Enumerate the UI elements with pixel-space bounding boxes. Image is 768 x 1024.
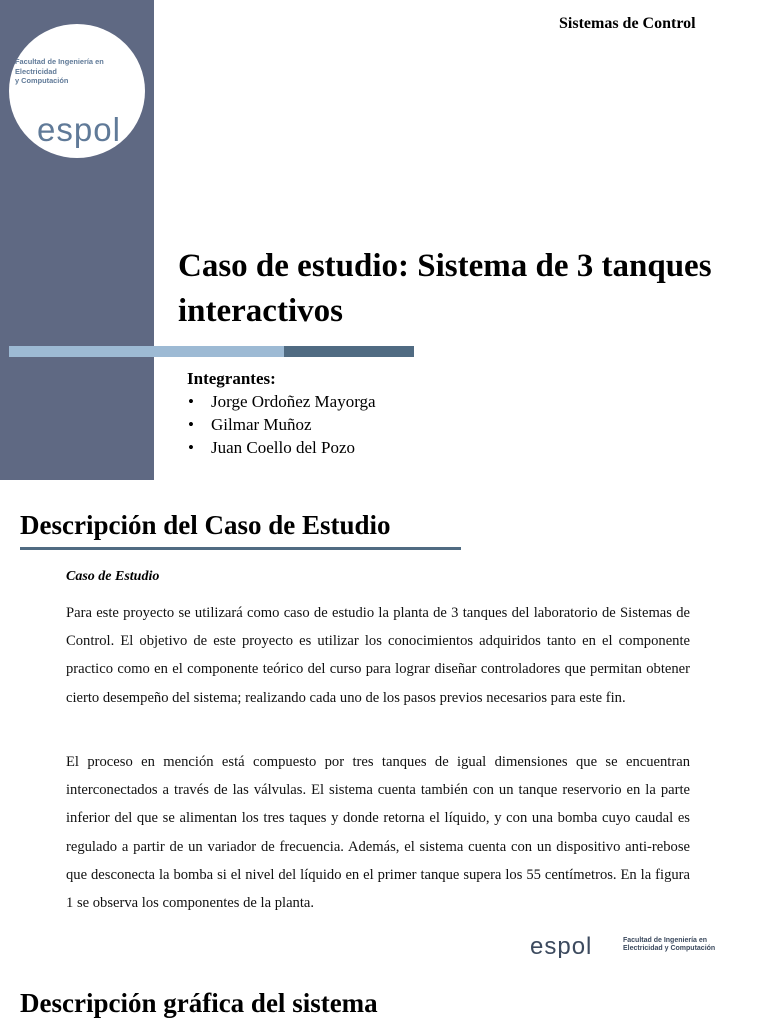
course-name: Sistemas de Control [559,15,696,32]
graphic-description-slide [0,970,768,1024]
espol-logo-text: espol [37,112,121,148]
presentation-title: Caso de estudio: Sistema de 3 tanques interactivos [178,248,712,329]
faculty-logo-badge [9,24,145,158]
member-item: • Gilmar Muñoz [187,413,376,436]
footer-faculty-line: Facultad de Ingeniería en [623,937,708,944]
title-underline [20,547,461,550]
espol-logo-icon [31,112,127,148]
member-item: • Juan Coello del Pozo [187,436,376,459]
members-list [187,390,376,459]
espol-footer-icon [530,934,610,958]
sidebar-panel [0,0,154,480]
title-divider-dark [284,346,414,357]
footer-faculty-text [623,937,763,953]
title-divider-light [9,346,285,357]
slide-title: Descripción del Caso de Estudio [20,510,391,540]
espol-footer-text: espol [530,934,593,958]
logo-faculty-line: Electricidad [15,66,57,76]
body-paragraph: Para este proyecto se utilizará como caso de estudio la planta de 3 tanques del laboratorio de Sistemas de Control. El objetivo de este proyecto es utilizar los conocimientos adquiridos tanto en el componente practico como en el componente teórico del curso para lograr diseñar controladores que permitan obtener cierto desempeño del sistema; realizando cada uno de los pasos previos necesarios para este fin. [66,605,690,706]
footer-faculty-line: Electricidad y Computación [623,945,716,952]
logo-faculty-line: y Computación [15,76,69,85]
title-slide [0,0,768,480]
logo-faculty-text [15,57,143,86]
description-slide [0,480,768,970]
body-paragraph: El proceso en mención está compuesto por tres tanques de igual dimensiones que se encuentran interconectados a través de las válvulas. El sistema cuenta también con un tanque reservorio en la parte inferior del que se alimentan los tres taques y donde retorna el líquido, y con una bomba cuyo caudal es regulado a partir de un variador de frecuencia. Además, el sistema cuenta con un dispositivo anti-rebose que desconecta la bomba si el nivel del líquido en el primer tanque supera los 55 centímetros. En la figura 1 se observa los componentes de la planta. [66,754,690,912]
footer-logo [530,932,760,962]
case-subheading: Caso de Estudio [66,569,160,584]
logo-faculty-line: Facultad de Ingeniería en [15,57,104,66]
slide-title: Descripción gráfica del sistema [20,988,378,1018]
member-item: • Jorge Ordoñez Mayorga [187,390,376,413]
members-heading: Integrantes: [187,369,276,388]
